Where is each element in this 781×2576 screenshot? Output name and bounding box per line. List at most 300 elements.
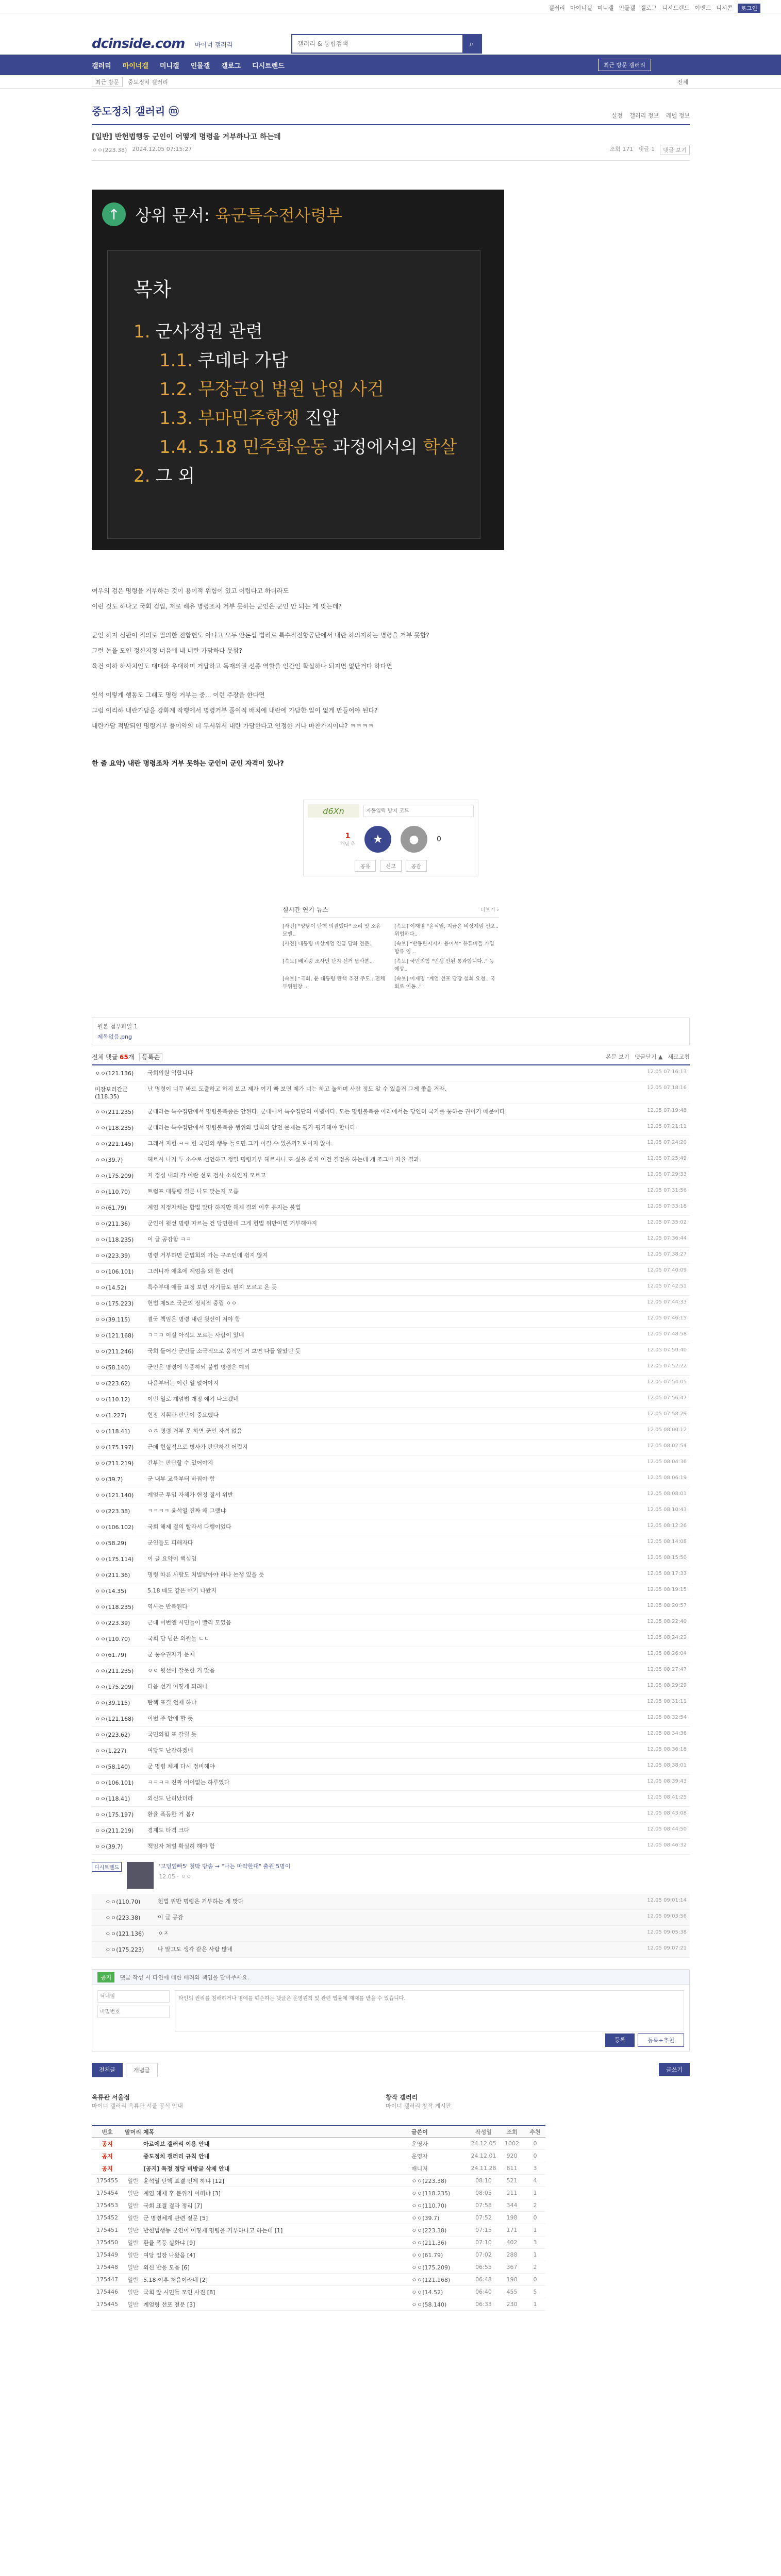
toc-text: 진압 [299, 408, 339, 429]
comment-fields [92, 1985, 689, 2037]
comment-text: 헌법 위반 명령은 거부하는 게 맞다 [158, 1898, 244, 1905]
post-author[interactable]: ㅇㅇ(223.38) [92, 147, 127, 154]
table-of-contents [107, 250, 480, 539]
comment-row [92, 1727, 690, 1743]
comment-author[interactable]: ㅇㅇ(175.197) [95, 1444, 134, 1451]
list-buttons [92, 2063, 690, 2077]
comment-author[interactable]: ㅇㅇ(106.101) [95, 1780, 134, 1786]
board-cell-writer[interactable]: ㅇㅇ(223.38) [411, 2227, 447, 2234]
top-link[interactable]: 인물갤 [619, 5, 636, 11]
search-input[interactable] [292, 35, 462, 53]
comment-author[interactable]: ㅇㅇ(221.145) [95, 1141, 134, 1147]
board-cell-views: 811 [506, 2165, 518, 2172]
board-cell-no: 175445 [96, 2301, 118, 2308]
comment-author[interactable]: ㅇㅇ(175.114) [95, 1556, 134, 1563]
comment-author[interactable]: ㅇㅇ(118.235) [95, 1604, 134, 1611]
board-row [92, 2162, 545, 2175]
comment-author[interactable]: 미장보러간군(118.35) [95, 1086, 128, 1100]
board-cell-no: 175452 [96, 2214, 118, 2221]
comment-text: 여당도 난감하겠네 [147, 1747, 193, 1754]
captcha-input[interactable] [363, 805, 474, 817]
nav-mini-gallery[interactable]: 미니갤 [159, 62, 179, 70]
comment-text: 이번 일로 계엄법 개정 얘기 나오겠네 [147, 1396, 239, 1402]
comment-date: 12.05 07:29:33 [647, 1172, 687, 1177]
body-paragraph: 그럼 이리하 내란가담을 강화계 작행에서 명령거부 풀이적 배치에 내란에 가담한 일이 없게 만들어야 된다? [92, 707, 378, 714]
comment-date: 12.05 08:06:19 [647, 1475, 687, 1481]
comment-text: 근데 현실적으로 병사가 판단하긴 어렵지 [147, 1444, 248, 1450]
login-button[interactable]: 로그인 [738, 4, 760, 13]
board-cell-title[interactable]: 5.18 이후 처음이라네 [2] [143, 2276, 208, 2283]
wiki-screenshot [92, 190, 504, 550]
comment-date: 12.05 08:31:11 [647, 1699, 687, 1704]
comment-sort-select[interactable]: 등록순 [139, 1053, 162, 1061]
news-item[interactable]: [속보] "국회, 윤 대통령 탄핵 추진 주도.. 전체 부위원장 .. [283, 976, 385, 990]
board-cell-title[interactable]: 여당 입장 나왔음 [4] [143, 2251, 195, 2259]
post-body [92, 586, 690, 769]
board-cell-date: 07:10 [475, 2239, 492, 2246]
comment-author[interactable]: ㅇㅇ(1.227) [95, 1748, 127, 1754]
trend-thumbnail[interactable] [127, 1862, 154, 1889]
post-meta [92, 146, 690, 154]
comment-date: 12.05 07:31:56 [647, 1188, 687, 1193]
board-cell-title[interactable]: 외신 반응 모음 [6] [143, 2264, 190, 2271]
comment-author[interactable]: ㅇㅇ(121.136) [105, 1930, 144, 1937]
nickname-input[interactable] [97, 1990, 170, 2003]
comment-author[interactable]: ㅇㅇ(39.115) [95, 1700, 130, 1706]
comment-date: 12.05 07:48:58 [647, 1331, 687, 1337]
all-posts-button[interactable]: 전체글 [92, 2063, 123, 2077]
board-cell-rec: 0 [533, 2276, 537, 2283]
nav-person-gallery[interactable]: 인물갤 [190, 62, 210, 70]
live-news-title [283, 905, 499, 918]
comment-text: 책임자 처벌 확실히 해야 함 [147, 1843, 215, 1850]
news-item[interactable]: [속보] 국민의힘 "민생 안된 통과합니다.." 등 예상.. [394, 959, 494, 972]
board-cell-title[interactable]: 계엄령 선포 전문 [3] [143, 2301, 195, 2308]
toc-title: 목차 [134, 278, 172, 301]
comment-author[interactable]: ㅇㅇ(118.41) [95, 1795, 130, 1802]
toc-row [134, 375, 454, 404]
comment-author[interactable]: ㅇㅇ(39.115) [95, 1316, 130, 1323]
news-item[interactable]: [속보] "반동탄지지자 용어서" 유튜버들 가입 합류 임 .. [394, 941, 494, 955]
comment-text: 저 정성 내의 각 이란 선포 검사 소식인지 모르고 [147, 1172, 266, 1179]
refresh-comments-link[interactable]: 새로고침 [668, 1054, 690, 1060]
board-cell-writer[interactable]: ㅇㅇ(110.70) [411, 2202, 447, 2209]
comment-row [92, 1248, 690, 1264]
comment-author[interactable]: ㅇㅇ(121.136) [95, 1070, 134, 1077]
comment-author[interactable]: ㅇㅇ(106.102) [95, 1524, 134, 1531]
comment-text: ㅇㅈ [158, 1930, 169, 1937]
comment-date: 12.05 08:17:33 [647, 1571, 687, 1577]
comment-date: 12.05 07:18:16 [647, 1085, 687, 1091]
gallery-settings-link[interactable]: 설정 [611, 112, 623, 119]
toc-num: 1.2. [159, 379, 193, 400]
board-cell-title[interactable]: 반헌법행동 군인이 어떻게 명령을 거부하나고 하는데 [1] [143, 2227, 283, 2234]
comment-author[interactable]: ㅇㅇ(223.38) [95, 1508, 130, 1515]
comment-credentials [97, 1990, 170, 2031]
board-rows [92, 2138, 545, 2311]
trend-title[interactable]: '고딩엄빠5' 철딱 방송 → "나는 마약한대" 출원 5명이 [159, 1863, 291, 1870]
gallery-level-link[interactable]: 레벨 정보 [666, 112, 690, 119]
arrow-up-icon: ↑ [102, 202, 126, 226]
empathy-button[interactable]: 공감 [406, 860, 427, 872]
comment-author[interactable]: ㅇㅇ(110.70) [105, 1899, 141, 1905]
comment-textarea[interactable] [175, 1990, 684, 2031]
comment-author[interactable]: ㅇㅇ(211.219) [95, 1460, 134, 1467]
upvote-count [340, 832, 355, 847]
board-cell-rec: 0 [533, 2153, 537, 2159]
comment-count: 65 [120, 1054, 128, 1061]
nav-gallery[interactable]: 갤러리 [92, 62, 111, 70]
comment-row [92, 1328, 690, 1344]
post-views: 조회 171 [609, 146, 634, 152]
board-cell-no: 175449 [96, 2251, 118, 2258]
board-cell-cat: 일반 [127, 2190, 139, 2197]
recent-gallery-button[interactable]: 최근 방문 갤러리 [598, 59, 651, 71]
comment-author[interactable]: ㅇㅇ(121.140) [95, 1492, 134, 1499]
nav-gallog[interactable]: 갤로그 [221, 62, 241, 70]
nav-trend[interactable]: 디시트렌드 [252, 62, 285, 70]
password-input[interactable] [97, 2006, 170, 2018]
comment-author[interactable]: ㅇㅇ(110.12) [95, 1396, 130, 1403]
comment-author[interactable]: ㅇㅇ(175.209) [95, 1684, 134, 1690]
comment-row [92, 1551, 690, 1567]
recommended-gallery-title: 창작 갤러리 [386, 2094, 418, 2101]
board-cell-writer[interactable]: ㅇㅇ(58.140) [411, 2301, 447, 2308]
comment-row [92, 1535, 690, 1551]
board-cell-views: 288 [506, 2251, 518, 2258]
board-cell-rec: 5 [533, 2289, 537, 2295]
comment-author[interactable]: ㅇㅇ(211.235) [95, 1668, 134, 1674]
comment-author[interactable]: ㅇㅇ(223.62) [95, 1380, 130, 1387]
trend-tag: 디시트렌드 [92, 1862, 122, 1872]
top-links [549, 4, 760, 13]
recommended-gallery-title: 옥류관 서울점 [92, 2094, 130, 2101]
nav-minor-gallery[interactable]: 마이너갤 [122, 62, 148, 70]
board-cell-no: 공지 [102, 2165, 113, 2172]
post-board [92, 2125, 545, 2311]
toc-num: 1. [134, 321, 151, 342]
comment-date: 12.05 08:41:25 [647, 1794, 687, 1800]
comment-header-actions [606, 1053, 690, 1061]
main-nav [0, 55, 781, 75]
search-button[interactable] [462, 35, 481, 53]
board-cell-writer[interactable]: ㅇㅇ(14.52) [411, 2289, 443, 2296]
board-cell-writer[interactable]: ㅇㅇ(118.235) [411, 2190, 451, 2197]
post-comment-count: 댓글 1 [638, 146, 655, 152]
comment-text: ㅋㅋㅋ 이걸 아직도 모르는 사람이 있네 [147, 1332, 244, 1338]
board-cell-writer[interactable]: ㅇㅇ(223.38) [411, 2177, 447, 2184]
board-cell-views: 198 [506, 2214, 518, 2221]
comment-date: 12.05 08:14:08 [647, 1539, 687, 1545]
comment-author[interactable]: ㅇㅇ(58.29) [95, 1540, 127, 1547]
comment-date: 12.05 08:02:54 [647, 1443, 687, 1449]
comment-date: 12.05 08:00:12 [647, 1427, 687, 1433]
toc-link: 부마민주항쟁 [197, 408, 300, 429]
comment-row [92, 1280, 690, 1296]
board-cell-title[interactable]: 국회 앞 시민들 모인 사진 [8] [143, 2289, 215, 2296]
comment-author[interactable]: ㅇㅇ(118.235) [95, 1236, 134, 1243]
comment-row [92, 1942, 690, 1958]
board-row [92, 2199, 545, 2212]
view-body-link[interactable]: 본문 보기 [606, 1054, 630, 1060]
comment-date: 12.05 07:56:47 [647, 1395, 687, 1401]
comment-submit-recommend-button[interactable]: 등록+추천 [638, 2033, 684, 2047]
comment-date: 12.05 07:52:22 [647, 1363, 687, 1369]
comment-submit-button[interactable]: 등록 [605, 2033, 635, 2047]
comment-text: 난 명령이 너무 바로 도출하고 하지 보고 제가 여기 빠 보면 제가 너는 하고 놀하며 사람 정도 알 수 있을거 그게 좋을 거라. [147, 1086, 446, 1092]
toc-row [134, 346, 454, 375]
comment-author[interactable]: ㅇㅇ(14.52) [95, 1284, 127, 1291]
comment-text: 군 내부 교육부터 바꿔야 함 [147, 1476, 215, 1482]
comment-row [92, 1439, 690, 1455]
comment-text: 탄핵 표결 언제 하냐 [147, 1699, 197, 1706]
upvote-label: 개념 추 [340, 841, 356, 847]
comment-date: 12.05 08:43:08 [647, 1810, 687, 1816]
trend-author: ㅇㅇ [180, 1873, 192, 1880]
body-paragraph: 인석 이렇게 행동도 그래도 명령 거부는 중... 이런 주장을 한다면 [92, 691, 265, 699]
comment-text: 국회의원 억합니다 [147, 1070, 193, 1076]
board-cell-date: 06:40 [475, 2289, 492, 2295]
news-item[interactable]: [속보] 이재명 "계엄 선포 당장 철회 요청.. 국회로 이동.." [394, 976, 495, 990]
board-cell-rec: 3 [533, 2239, 537, 2246]
body-paragraph: 여우의 검은 명령을 거부하는 것이 용이적 위험이 있고 어렵다고 하더라도 [92, 587, 289, 595]
comment-author[interactable]: ㅇㅇ(118.41) [95, 1428, 130, 1435]
attachment-file-link[interactable]: 제목없음.png [97, 1033, 132, 1040]
comment-date: 12.05 08:15:50 [647, 1555, 687, 1561]
board-cell-title[interactable]: 중도정치 갤러리 규칙 안내 [143, 2153, 210, 2160]
comment-author[interactable]: ㅇㅇ(211.235) [95, 1109, 134, 1115]
live-news [283, 905, 499, 990]
comment-row [92, 1264, 690, 1280]
board-cell-views: 367 [506, 2264, 518, 2270]
board-cell-title[interactable]: 군 명령체계 관련 질문 [5] [143, 2214, 208, 2222]
top-link[interactable]: 디시콘 [716, 5, 733, 11]
recommended-gallery[interactable] [92, 2093, 380, 2110]
recent-visit-item[interactable]: 중도정치 갤러리 [128, 78, 168, 86]
comment-text: 특수부대 애들 표정 보면 자기들도 뭔지 모르고 온 듯 [147, 1284, 277, 1291]
top-link[interactable]: 갤러리 [549, 5, 565, 11]
board-cell-writer[interactable]: ㅇㅇ(39.7) [411, 2214, 440, 2222]
comment-row [92, 1487, 690, 1503]
comment-write-notice-bar [92, 1970, 689, 1985]
comment-author[interactable]: ㅇㅇ(175.223) [95, 1300, 134, 1307]
comment-date: 12.05 07:24:20 [647, 1140, 687, 1145]
comment-author[interactable]: ㅇㅇ(61.79) [95, 1205, 127, 1211]
board-cell-writer[interactable]: 매니저 [411, 2165, 428, 2172]
board-cell-date: 07:15 [475, 2227, 492, 2233]
comment-author[interactable]: ㅇㅇ(58.140) [95, 1364, 130, 1371]
site-logo[interactable]: dcinside.com [92, 36, 185, 52]
main-content [92, 98, 690, 2311]
comment-row [92, 1679, 690, 1695]
toc-text: 쿠데타 가담 [197, 350, 288, 371]
comment-author[interactable]: ㅇㅇ(58.140) [95, 1764, 130, 1770]
recent-visit-all[interactable]: 전체 [677, 78, 688, 86]
board-cell-date: 08:10 [475, 2177, 492, 2184]
col-date: 작성일 [475, 2128, 492, 2136]
comment-author[interactable]: ㅇㅇ(61.79) [95, 1652, 127, 1658]
comment-author[interactable]: ㅇㅇ(39.7) [95, 1476, 123, 1483]
comment-author[interactable]: ㅇㅇ(223.62) [95, 1732, 130, 1738]
recommended-gallery[interactable] [386, 2093, 674, 2110]
comment-author[interactable]: ㅇㅇ(211.219) [95, 1827, 134, 1834]
col-recommend: 추천 [529, 2128, 541, 2136]
comment-author[interactable]: ㅇㅇ(14.35) [95, 1588, 127, 1595]
board-cell-title[interactable]: 아르에브 갤러리 이용 안내 [143, 2140, 210, 2147]
comment-author[interactable]: ㅇㅇ(175.197) [95, 1811, 134, 1818]
board-cell-no: 공지 [102, 2140, 113, 2147]
body-paragraph: 이런 것도 하나고 국회 검입, 저로 해유 명령조차 거부 못하는 군인은 군인 안 되는 게 맞는데? [92, 603, 342, 610]
comment-jump-button[interactable]: 댓글 보기 [660, 145, 690, 155]
wiki-parent-doc [92, 190, 504, 239]
comment-header-label: 전체 댓글 [92, 1054, 118, 1061]
report-button[interactable]: 신고 [380, 860, 401, 872]
comment-author[interactable]: ㅇㅇ(175.223) [105, 1946, 144, 1953]
write-post-button[interactable]: 글쓰기 [659, 2063, 690, 2076]
board-cell-no: 175447 [96, 2276, 118, 2283]
gallery-tools [611, 111, 690, 120]
board-cell-no: 175455 [96, 2177, 118, 2184]
comment-row [92, 1567, 690, 1583]
board-cell-title[interactable]: 윤석열 탄핵 표결 언제 하냐 [12] [143, 2177, 224, 2184]
col-title: 제목 [143, 2128, 155, 2136]
comment-author[interactable]: ㅇㅇ(118.235) [95, 1125, 134, 1131]
comment-row [92, 1065, 690, 1081]
board-cell-rec: 1 [533, 2190, 537, 2196]
board-cell-date: 07:52 [475, 2214, 492, 2221]
comment-date: 12.05 08:39:43 [647, 1778, 687, 1784]
board-header [92, 2125, 545, 2138]
top-link[interactable]: 이벤트 [694, 5, 711, 11]
toc-link: 학살 [423, 437, 457, 457]
upvote-number: 1 [345, 832, 351, 840]
comment-author[interactable]: ㅇㅇ(211.36) [95, 1221, 130, 1227]
top-link[interactable]: 디시트렌드 [662, 5, 690, 11]
downvote-button[interactable] [401, 826, 427, 853]
comment-text: 군인이 윗선 명령 따르는 건 당연한데 그게 헌법 위반이면 거부해야지 [147, 1220, 317, 1227]
site-header [0, 13, 781, 55]
board-cell-title[interactable]: 환율 폭등 실화냐 [9] [143, 2239, 195, 2246]
board-cell-rec: 1 [533, 2301, 537, 2308]
comment-author[interactable]: ㅇㅇ(1.227) [95, 1412, 127, 1419]
toc-num: 1.3. [159, 408, 193, 429]
col-views: 조회 [506, 2128, 518, 2136]
comment-author[interactable]: ㅇㅇ(223.38) [105, 1914, 141, 1921]
toc-text: 군사정권 관련 [155, 321, 263, 342]
comment-date: 12.05 07:16:13 [647, 1069, 687, 1075]
comment-date: 12.05 09:03:56 [647, 1913, 687, 1919]
board-cell-views: 455 [506, 2289, 518, 2295]
gallery-info-link[interactable]: 갤러리 정보 [629, 112, 659, 119]
comment-author[interactable]: ㅇㅇ(175.209) [95, 1173, 134, 1179]
comment-author[interactable]: ㅇㅇ(110.70) [95, 1189, 130, 1195]
board-cell-title[interactable]: 국회 표결 결과 정리 [7] [143, 2202, 203, 2209]
board-cell-writer[interactable]: ㅇㅇ(175.209) [411, 2264, 451, 2271]
top-link[interactable]: 마이너갤 [570, 5, 592, 11]
comment-row [92, 1615, 690, 1631]
board-cell-writer[interactable]: ㅇㅇ(211.36) [411, 2239, 447, 2246]
board-cell-rec: 2 [533, 2202, 537, 2209]
board-cell-writer[interactable]: 운영자 [411, 2153, 428, 2160]
gallery-title[interactable]: 중도정치 갤러리 ⓜ [92, 105, 179, 117]
comment-text: 현장 지휘관 판단이 중요했다 [147, 1412, 219, 1418]
board-cell-date: 07:58 [475, 2202, 492, 2209]
comment-author[interactable]: ㅇㅇ(39.7) [95, 1843, 123, 1850]
best-posts-button[interactable]: 개념글 [126, 2063, 158, 2077]
comment-date: 12.05 08:24:22 [647, 1635, 687, 1640]
news-item[interactable]: [사진] "양당이 탄핵 의결했다" 소리 및 소유 모멘.. [283, 924, 381, 937]
comment-text: 명령 거부하면 군법회의 가는 구조인데 쉽지 않지 [147, 1252, 268, 1259]
news-item[interactable]: [사진] 대통령 비상계엄 긴급 담화 전문.. [283, 941, 373, 947]
board-cell-writer[interactable]: 운영자 [411, 2140, 428, 2147]
comment-author[interactable]: ㅇㅇ(106.101) [95, 1268, 134, 1275]
comment-text: 이번 주 안에 할 듯 [147, 1715, 193, 1722]
close-comments-link[interactable]: 댓글닫기 ▲ [635, 1054, 663, 1060]
upvote-button[interactable] [364, 826, 391, 853]
board-cell-writer[interactable]: ㅇㅇ(121.168) [411, 2276, 451, 2283]
comment-author[interactable]: ㅇㅇ(110.70) [95, 1636, 130, 1642]
comment-author[interactable]: ㅇㅇ(211.36) [95, 1572, 130, 1579]
comment-text: 명령 따른 사람도 처벌받아야 하나 논쟁 있을 듯 [147, 1571, 264, 1578]
comment-row [92, 1344, 690, 1360]
board-cell-title[interactable]: 계엄 해제 후 분위기 어떠냐 [3] [143, 2190, 221, 2197]
board-cell-rec: 0 [533, 2214, 537, 2221]
board-cell-views: 171 [506, 2227, 518, 2233]
board-cell-views: 521 [506, 2177, 518, 2184]
share-button[interactable]: 공유 [355, 860, 376, 872]
comment-date: 12.05 09:07:21 [647, 1945, 687, 1951]
comment-row [92, 1695, 690, 1711]
comment-count-unit: 개 [128, 1054, 135, 1061]
news-item[interactable]: [속보] 배치중 조사인 탄지 선거 탑사분.. [283, 959, 373, 964]
board-row [92, 2236, 545, 2249]
logo-subtitle[interactable]: 마이너 갤러리 [195, 41, 233, 48]
comment-date: 12.05 07:44:33 [647, 1299, 687, 1305]
comment-row [92, 1743, 690, 1759]
comment-date: 12.05 07:40:09 [647, 1267, 687, 1273]
comment-text: 역사는 반복된다 [147, 1603, 188, 1610]
board-cell-cat: 일반 [127, 2214, 139, 2222]
toc-link: 무장군인 법원 난입 사건 [197, 379, 384, 400]
col-category: 말머리 [125, 2128, 141, 2136]
comment-date: 12.05 07:46:15 [647, 1315, 687, 1321]
notice-text: 댓글 작성 시 타인에 대한 배려와 책임을 담아주세요. [120, 1974, 250, 1981]
comment-author[interactable]: ㅇㅇ(121.168) [95, 1332, 134, 1339]
toc-num: 1.1. [159, 350, 193, 371]
comment-text: 이 글 공감함 ㅋㅋ [147, 1236, 191, 1243]
news-more-link[interactable]: 더보기 › [480, 907, 499, 913]
comment-author[interactable]: ㅇㅇ(211.246) [95, 1348, 134, 1355]
comment-date: 12.05 08:10:43 [647, 1507, 687, 1513]
top-link[interactable]: 갤로그 [640, 5, 657, 11]
board-cell-views: 344 [506, 2202, 518, 2209]
board-cell-date: 24.12.05 [471, 2140, 496, 2147]
comment-author[interactable]: ㅇㅇ(223.39) [95, 1620, 130, 1626]
toc-text: 그 외 [155, 466, 195, 486]
comment-author[interactable]: ㅇㅇ(121.168) [95, 1716, 134, 1722]
board-cell-title[interactable]: [공지] 특정 정당 비방글 삭제 안내 [143, 2165, 230, 2172]
board-cell-writer[interactable]: ㅇㅇ(61.79) [411, 2251, 443, 2259]
top-link[interactable]: 미니갤 [597, 5, 614, 11]
toc-row [134, 462, 454, 490]
board-row [92, 2138, 545, 2150]
comment-date: 12.05 08:34:36 [647, 1731, 687, 1736]
comment-author[interactable]: ㅇㅇ(223.39) [95, 1252, 130, 1259]
news-item[interactable]: [속보] 이재명 "윤석열, 지금은 비상계엄 선포.. 위험하다.. [394, 924, 499, 937]
comment-author[interactable]: ㅇㅇ(39.7) [95, 1157, 123, 1163]
comment-date: 12.05 08:38:01 [647, 1762, 687, 1768]
comment-text: 그러니까 애초에 계엄을 왜 한 건데 [147, 1268, 234, 1275]
